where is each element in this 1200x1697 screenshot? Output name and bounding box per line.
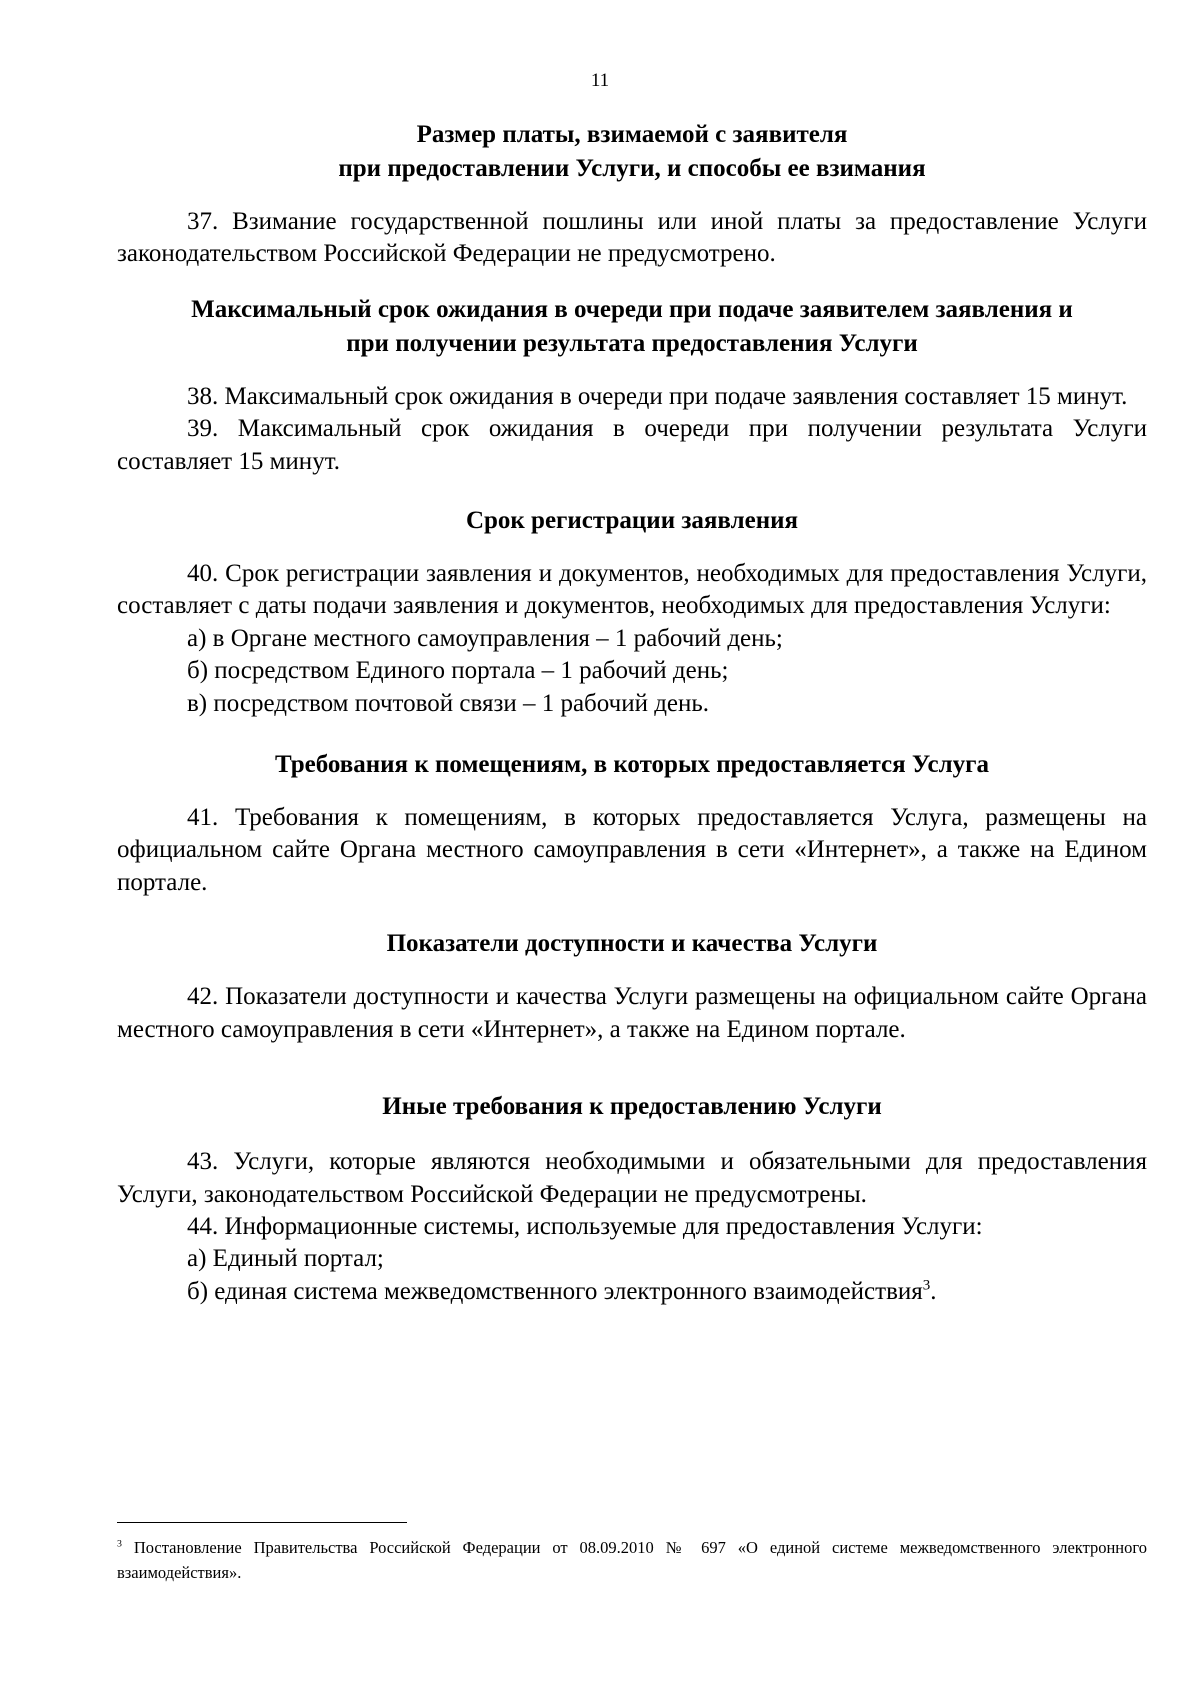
list-item-tail: . [930, 1277, 937, 1305]
heading-line: Максимальный срок ожидания в очереди при подаче заявителем заявления и [191, 295, 1073, 323]
footnote-marker: 3 [117, 1538, 122, 1550]
list-item [117, 1276, 1147, 1308]
section-registration-time [117, 504, 1147, 720]
section-fee [117, 118, 1147, 271]
heading-line: Размер платы, взимаемой с заявителя [416, 121, 848, 148]
section-heading: Срок регистрации заявления [465, 507, 799, 535]
section-queue-time [117, 293, 1147, 478]
list-item-text: б) единая система межведомственного электронного взаимодействия [187, 1277, 923, 1305]
list-item: в) посредством почтовой связи – 1 рабочий день. [187, 689, 710, 717]
paragraph: 44. Информационные системы, используемые для предоставления Услуги: [187, 1212, 983, 1240]
section-heading: Требования к помещениям, в которых предоставляется Услуга [274, 751, 990, 779]
page-content [117, 118, 1147, 1308]
paragraph: 37. Взимание государственной пошлины или иной платы за предоставление Услуги законодательством Российской Федерации не предусмотрено. [117, 208, 1147, 268]
footnote-text: Постановление Правительства Российской Федерации от 08.09.2010 № 697 «О единой системе межведомственного электронного взаимодействия». [117, 1538, 1147, 1582]
heading-line: при предоставлении Услуги, и способы ее взимания [338, 155, 926, 182]
footnote-reference[interactable]: 3 [922, 1277, 931, 1294]
section-heading [117, 293, 1147, 361]
paragraph: 43. Услуги, которые являются необходимыми и обязательными для предоставления Услуги, законодательством Российской Федерации не предусмотрены. [117, 1148, 1147, 1208]
section-heading: Показатели доступности и качества Услуги [386, 930, 878, 958]
section-other-requirements [117, 1090, 1147, 1308]
section-premises [117, 748, 1147, 899]
page-number: 11 [590, 70, 610, 91]
paragraph: 42. Показатели доступности и качества Услуги размещены на официальном сайте Органа местного самоуправления в сети «Интернет», а также на Едином портале. [117, 983, 1147, 1043]
list-item: а) Единый портал; [187, 1245, 384, 1273]
section-heading: Иные требования к предоставлению Услуги [382, 1093, 882, 1121]
paragraph: 39. Максимальный срок ожидания в очереди при получении результата Услуги составляет 15 минут. [117, 415, 1147, 475]
paragraph: 41. Требования к помещениям, в которых предоставляется Услуга, размещены на официальном сайте Органа местного самоуправления в сети «Интернет», а также на Едином портале. [117, 804, 1147, 896]
footnote-separator [117, 1522, 407, 1523]
footnote [117, 1535, 1147, 1585]
list-item: а) в Органе местного самоуправления – 1 рабочий день; [187, 624, 783, 652]
list-item: б) посредством Единого портала – 1 рабочий день; [187, 657, 729, 685]
section-quality [117, 927, 1147, 1046]
paragraph: 40. Срок регистрации заявления и документов, необходимых для предоставления Услуги, составляет с даты подачи заявления и документов, необходимых для предоставления Услуги: [117, 560, 1147, 620]
section-heading [117, 118, 1147, 186]
paragraph: 38. Максимальный срок ожидания в очереди при подаче заявления составляет 15 минут. [187, 382, 1128, 410]
heading-line: при получении результата предоставления Услуги [346, 329, 918, 357]
